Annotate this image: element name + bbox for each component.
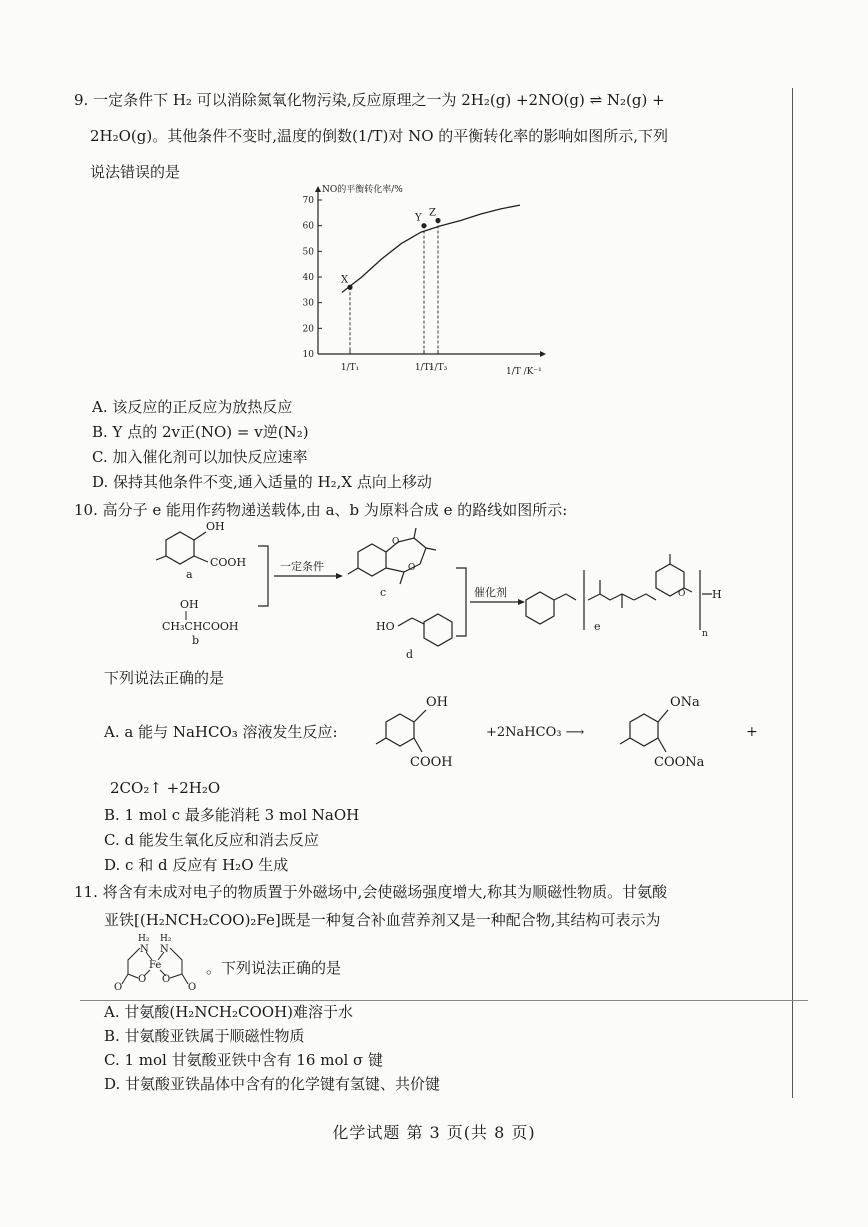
margin-rule	[792, 88, 793, 1098]
struct-o-left: O	[138, 974, 147, 985]
fold-rule	[80, 1000, 808, 1001]
y-axis-arrow	[315, 186, 321, 192]
x-tick-label: 1/T₃	[428, 363, 448, 373]
point-label-x: X	[341, 274, 349, 286]
struct-carbonyl-o-right: O	[188, 982, 197, 993]
ferrous-glycinate-structure	[104, 930, 214, 992]
q11-option-c: C. 1 mol 甘氨酸亚铁中含有 16 mol σ 键	[104, 1051, 384, 1069]
equation-plus: +	[746, 724, 758, 740]
q10-option-b: B. 1 mol c 最多能消耗 3 mol NaOH	[104, 806, 360, 824]
salicylic-structure	[376, 710, 426, 752]
y-axis-label: NO的平衡转化率/%	[322, 185, 403, 195]
x-axis-arrow	[540, 351, 546, 357]
q9-option-b: B. Y 点的 2v正(NO) = v逆(N₂)	[92, 423, 309, 441]
compound-a-structure	[156, 532, 208, 564]
y-tick-label: 70	[302, 196, 314, 206]
compound-c-label: c	[380, 586, 387, 599]
compound-a-label: a	[186, 568, 193, 581]
q9-stem-line3: 说法错误的是	[90, 163, 181, 181]
product-ona: ONa	[670, 695, 700, 710]
x-axis-label: 1/T /K⁻¹	[506, 367, 542, 377]
ring-o-2: O	[408, 563, 416, 573]
q11-option-a: A. 甘氨酸(H₂NCH₂COOH)难溶于水	[104, 1003, 354, 1021]
point-y	[421, 223, 426, 228]
compound-b-oh: OH	[180, 598, 199, 611]
condition-1: 一定条件	[280, 560, 324, 573]
q9-stem-line2: 2H₂O(g)。其他条件不变时,温度的倒数(1/T)对 NO 的平衡转化率的影响如图所示,下列	[90, 127, 669, 145]
q10-prompt: 下列说法正确的是	[104, 669, 225, 687]
struct-o-right: O	[162, 974, 171, 985]
y-tick-label: 30	[302, 298, 314, 309]
compound-d-structure	[398, 614, 452, 646]
polymer-o: O	[678, 589, 686, 599]
q10-option-a-prefix: A. a 能与 NaHCO₃ 溶液发生反应:	[104, 723, 338, 741]
product-coona: COONa	[654, 755, 705, 770]
reactant-cooh: COOH	[410, 755, 453, 770]
conversion-chart	[290, 182, 570, 392]
q11-option-d: D. 甘氨酸亚铁晶体中含有的化学键有氢键、共价键	[104, 1075, 441, 1093]
struct-carbonyl-o-left: O	[114, 982, 123, 993]
q10-option-a-cont: 2CO₂↑ +2H₂O	[110, 779, 221, 797]
x-tick-label: 1/T₁	[340, 363, 360, 373]
q11-stem-line2: 亚铁[(H₂NCH₂COO)₂Fe]既是一种复合补血营养剂又是一种配合物,其结构可表示为	[104, 911, 661, 929]
y-tick-label: 50	[302, 247, 314, 258]
struct-fe: Fe	[149, 960, 162, 971]
q11-option-b: B. 甘氨酸亚铁属于顺磁性物质	[104, 1027, 305, 1045]
compound-d-ho: HO	[376, 620, 395, 633]
struct-h2-right: H₂	[160, 934, 172, 944]
q9-option-c: C. 加入催化剂可以加快反应速率	[92, 448, 308, 466]
reagent-arrow: +2NaHCO₃ ⟶	[486, 725, 585, 740]
condition-2: 催化剂	[474, 586, 507, 599]
point-z	[435, 218, 440, 223]
q9-option-d: D. 保持其他条件不变,通入适量的 H₂,X 点向上移动	[92, 473, 432, 491]
point-label-z: Z	[429, 207, 436, 219]
option-a-equation	[370, 690, 770, 770]
q11-stem-line3: 。下列说法正确的是	[206, 959, 342, 977]
reactant-oh: OH	[426, 695, 448, 710]
point-label-y: Y	[415, 212, 422, 224]
point-x	[347, 285, 352, 290]
polymer-e-label: e	[594, 620, 601, 633]
y-tick-label: 20	[302, 324, 314, 335]
compound-d-label: d	[406, 648, 414, 661]
y-tick-label: 60	[302, 221, 314, 232]
compound-a-oh: OH	[206, 520, 225, 533]
product-structure	[620, 710, 668, 752]
q10-option-d: D. c 和 d 反应有 H₂O 生成	[104, 856, 289, 874]
q11-stem-line1: 11. 将含有未成对电子的物质置于外磁场中,会使磁场强度增大,称其为顺磁性物质。甘氨酸	[74, 883, 668, 901]
polymer-n: n	[702, 629, 708, 639]
y-tick-label: 10	[302, 350, 314, 360]
y-tick-label: 40	[302, 273, 314, 283]
page-footer: 化学试题 第 3 页(共 8 页)	[332, 1123, 536, 1142]
q9-option-a: A. 该反应的正反应为放热反应	[92, 398, 293, 416]
q10-stem: 10. 高分子 e 能用作药物递送载体,由 a、b 为原料合成 e 的路线如图所示:	[74, 501, 568, 519]
x-tick-label: 1/T₂	[414, 363, 434, 373]
compound-a-cooh: COOH	[210, 556, 247, 569]
q10-option-c: C. d 能发生氧化反应和消去反应	[104, 831, 319, 849]
struct-h2-left: H₂	[138, 934, 150, 944]
compound-b-label: b	[192, 634, 200, 647]
polymer-h: H	[712, 588, 722, 601]
q9-stem-line1: 9. 一定条件下 H₂ 可以消除氮氧化物污染,反应原理之一为 2H₂(g) +2NO(g) ⇌ N₂(g) +	[74, 91, 665, 109]
struct-n-left: N	[140, 944, 149, 955]
ring-o-1: O	[392, 537, 400, 547]
compound-b-formula: CH₃CHCOOH	[162, 620, 239, 633]
synthesis-scheme	[140, 518, 720, 668]
struct-n-right: N	[160, 944, 169, 955]
